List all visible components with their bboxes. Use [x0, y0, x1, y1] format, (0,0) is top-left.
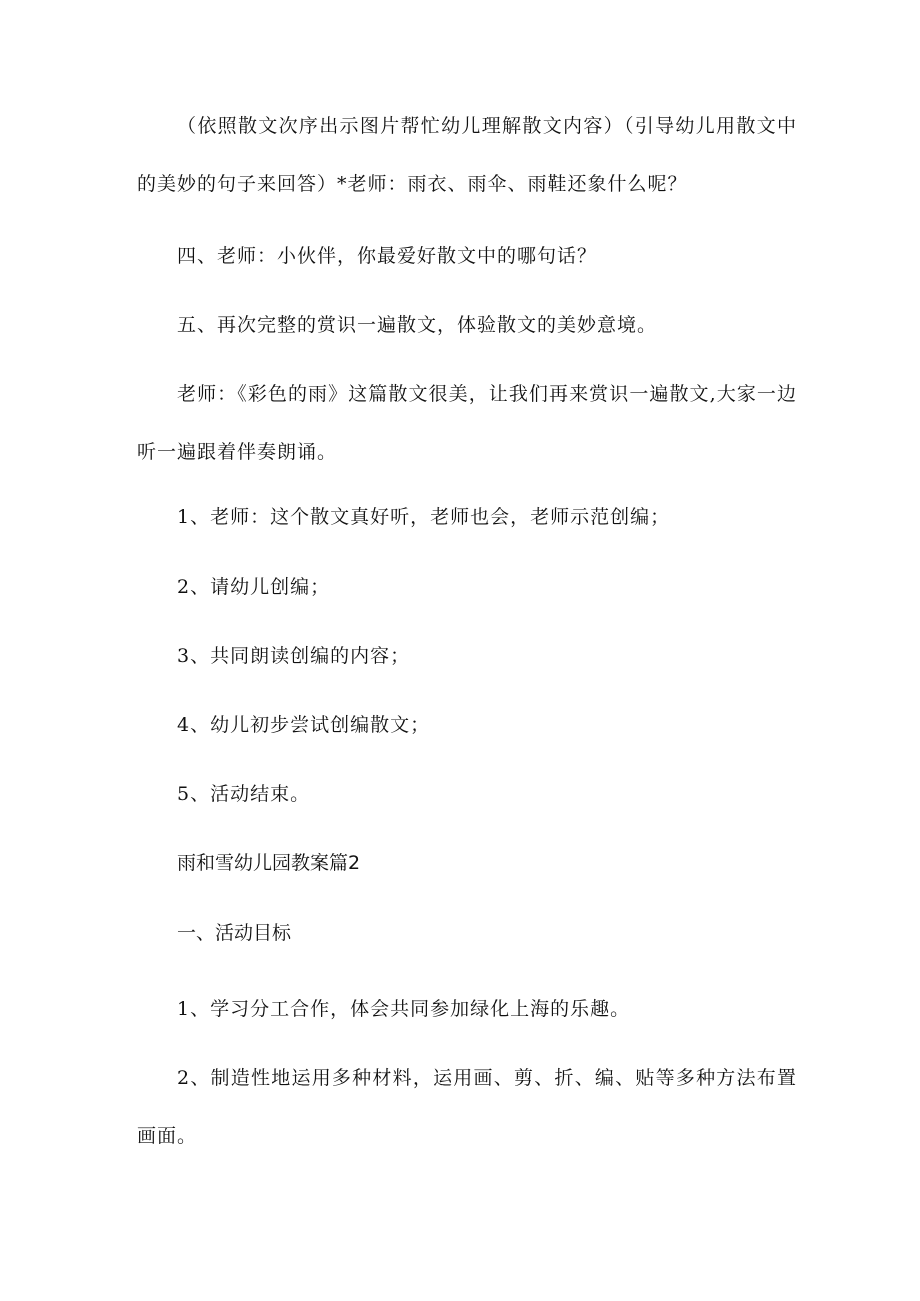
- paragraph-teacher-colorful-rain: 老师：《彩色的雨》这篇散文很美，让我们再来赏识一遍散文,大家一边听一遍跟着伴奏朗诵。: [137, 383, 797, 463]
- paragraph-section-five: 五、再次完整的赏识一遍散文，体验散文的美妙意境。: [177, 314, 658, 336]
- list-item-5: 5、活动结束。: [177, 783, 311, 805]
- list-item-3: 3、共同朗读创编的内容；: [177, 645, 411, 667]
- paragraph-image-guidance: （依照散文次序出示图片帮忙幼儿理解散文内容）（引导幼儿用散文中的美妙的句子来回答）*老师：雨衣、雨伞、雨鞋还象什么呢？: [137, 115, 797, 195]
- list-item-1: 1、老师：这个散文真好听，老师也会，老师示范创编；: [177, 506, 671, 528]
- section-heading-lesson-2: 雨和雪幼儿园教案篇2: [177, 852, 361, 874]
- list-item-2: 2、请幼儿创编；: [177, 576, 331, 598]
- paragraph-section-four: 四、老师：小伙伴，你最爱好散文中的哪句话？: [177, 245, 598, 267]
- objective-item-1: 1、学习分工合作，体会共同参加绿化上海的乐趣。: [177, 998, 631, 1020]
- list-item-4: 4、幼儿初步尝试创编散文；: [177, 714, 431, 736]
- objective-item-2: 2、制造性地运用多种材料，运用画、剪、折、编、贴等多种方法布置画面。: [137, 1067, 797, 1147]
- section-heading-objectives: 一、活动目标: [177, 922, 292, 944]
